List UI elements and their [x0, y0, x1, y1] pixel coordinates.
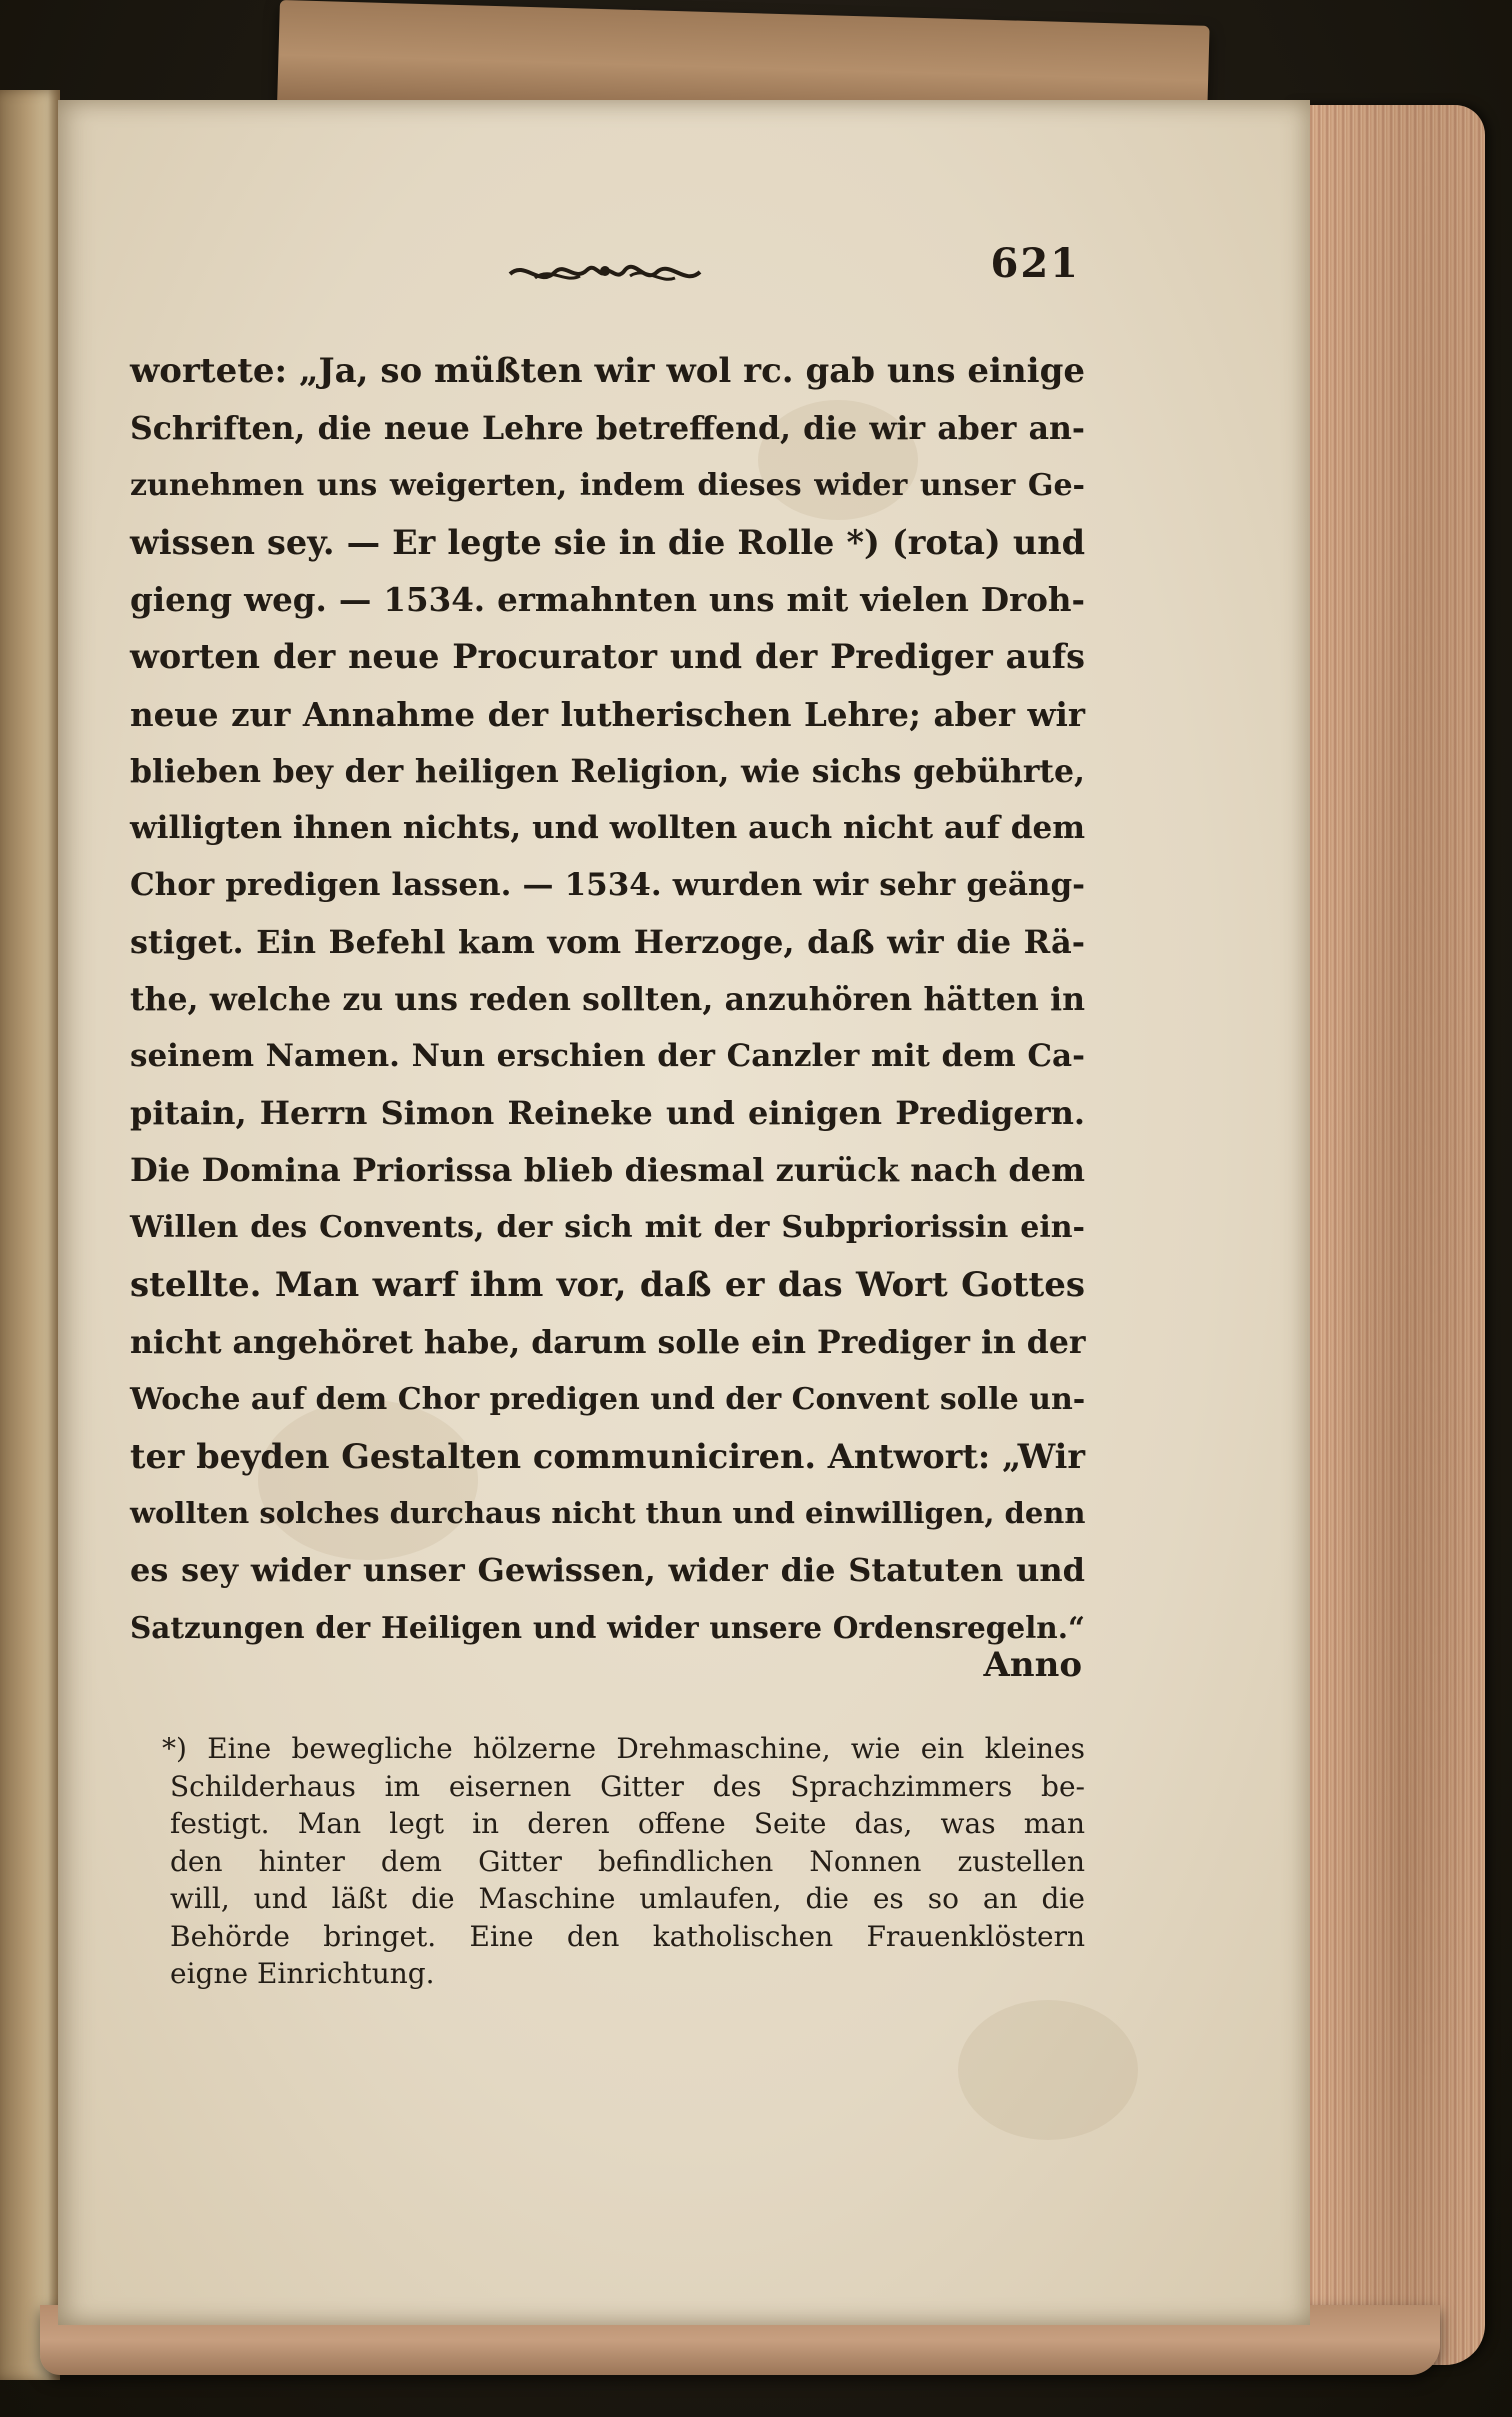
catchword-row: [130, 1645, 1082, 1685]
text-line: Schriften, die neue Lehre betreffend, die wir aber an-: [130, 410, 1085, 448]
text-line: wollten solches durchaus nicht thun und einwilligen, denn: [130, 1495, 1086, 1530]
text-line: willigten ihnen nichts, und wollten auch nicht auf dem: [130, 809, 1085, 846]
text-line: ter beyden Gestalten communiciren. Antwort: „Wir: [130, 1436, 1085, 1476]
footnote-line: den hinter dem Gitter befindlichen Nonnen zustellen: [170, 1844, 1085, 1878]
text-line: Woche auf dem Chor predigen und der Convent solle un-: [130, 1381, 1086, 1417]
footnote-line: Behörde bringet. Eine den katholischen Frauenklöstern: [170, 1919, 1085, 1953]
text-line: seinem Namen. Nun erschien der Canzler mit dem Ca-: [130, 1038, 1085, 1075]
text-line: Willen des Convents, der sich mit der Subpriorissin ein-: [130, 1210, 1085, 1246]
text-line: Satzungen der Heiligen und wider unsere Ordensregeln.“: [130, 1610, 1085, 1646]
page-header: [130, 240, 1080, 310]
text-line: es sey wider unser Gewissen, wider die Statuten und: [130, 1550, 1085, 1589]
footnote-line: eigne Einrichtung.: [170, 1957, 435, 1990]
text-line: Die Domina Priorissa blieb diesmal zurück nach dem: [130, 1151, 1085, 1190]
text-line: gieng weg. — 1534. ermahnten uns mit vielen Droh-: [130, 580, 1085, 620]
body-text: [130, 343, 1085, 1656]
paper-stain: [958, 2000, 1138, 2140]
text-line: nicht angehöret habe, darum solle ein Prediger in der: [130, 1323, 1086, 1361]
text-line: wortete: „Ja, so müßten wir wol rc. gab uns einige: [130, 351, 1085, 391]
text-line: wissen sey. — Er legte sie in die Rolle *) (rota) und: [130, 523, 1085, 563]
footnote-line: will, und läßt die Maschine umlaufen, die es so an die: [170, 1882, 1085, 1915]
text-line: Chor predigen lassen. — 1534. wurden wir sehr geäng-: [130, 866, 1085, 903]
text-line: worten der neue Procurator und der Prediger aufs: [130, 637, 1085, 677]
footnote: [162, 1730, 1085, 1993]
text-line: stellte. Man warf ihm vor, daß er das Wort Gottes: [130, 1264, 1085, 1305]
text-line: the, welche zu uns reden sollten, anzuhören hätten in: [130, 981, 1085, 1019]
page-number: 621: [990, 240, 1080, 287]
footnote-line: *) Eine bewegliche hölzerne Drehmaschine, wie ein kleines: [162, 1732, 1085, 1765]
page-stack-edges: [1290, 105, 1485, 2365]
catchword: Anno: [983, 1645, 1082, 1685]
text-line: pitain, Herrn Simon Reineke und einigen Predigern.: [130, 1094, 1085, 1133]
text-line: blieben bey der heiligen Religion, wie sichs gebührte,: [130, 752, 1085, 790]
text-line: stiget. Ein Befehl kam vom Herzoge, daß wir die Rä-: [130, 922, 1085, 961]
footnote-line: festigt. Man legt in deren offene Seite das, was man: [170, 1807, 1085, 1840]
previous-page-edge: [0, 90, 60, 2380]
head-ornament-icon: [505, 252, 705, 292]
text-line: zunehmen uns weigerten, indem dieses wider unser Ge-: [130, 468, 1085, 504]
text-line: neue zur Annahme der lutherischen Lehre; aber wir: [130, 694, 1085, 734]
footnote-line: Schilderhaus im eisernen Gitter des Sprachzimmers be-: [170, 1769, 1085, 1803]
